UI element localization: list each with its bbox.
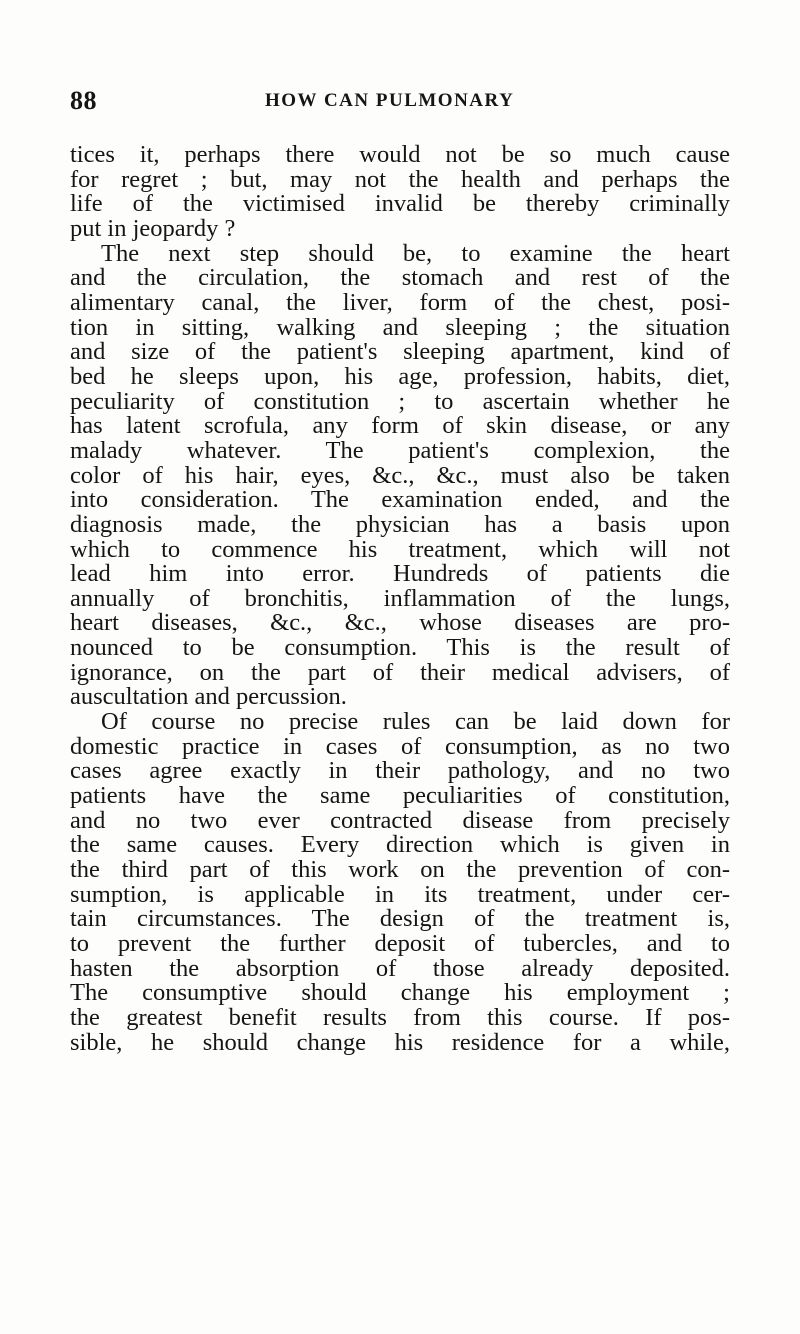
text-line: which to commence his treatment, which will not bbox=[70, 535, 730, 563]
text-line: the third part of this work on the prevention of con- bbox=[70, 856, 730, 884]
text-line: auscultation and percussion. bbox=[70, 683, 347, 711]
text-line: bed he sleeps upon, his age, profession, habits, diet, bbox=[70, 362, 730, 390]
text-line: life of the victimised invalid be thereby criminally bbox=[70, 190, 730, 218]
text-line: and no two ever contracted disease from precisely bbox=[70, 806, 730, 834]
text-line: diagnosis made, the physician has a basis upon bbox=[70, 510, 730, 538]
text-line: tion in sitting, walking and sleeping ; the situation bbox=[70, 313, 730, 341]
text-line: ignorance, on the part of their medical advisers, of bbox=[70, 658, 730, 686]
text-line: and the circulation, the stomach and rest of the bbox=[70, 264, 730, 292]
running-head bbox=[70, 86, 730, 114]
text-line: alimentary canal, the liver, form of the chest, posi- bbox=[70, 288, 730, 316]
text-line: patients have the same peculiarities of constitution, bbox=[70, 782, 730, 810]
text-line: nounced to be consumption. This is the result of bbox=[70, 634, 730, 662]
text-line: hasten the absorption of those already deposited. bbox=[70, 954, 730, 982]
body-text bbox=[70, 143, 730, 1055]
text-line: has latent scrofula, any form of skin disease, or any bbox=[70, 412, 730, 440]
text-line: malady whatever. The patient's complexion, the bbox=[70, 436, 730, 464]
text-line: domestic practice in cases of consumption, as no two bbox=[70, 732, 730, 760]
text-line: and size of the patient's sleeping apartment, kind of bbox=[70, 338, 730, 366]
text-line: heart diseases, &c., &c., whose diseases are pro- bbox=[70, 609, 730, 637]
text-line: peculiarity of constitution ; to ascertain whether he bbox=[70, 387, 730, 415]
running-head-title: HOW CAN PULMONARY bbox=[265, 90, 515, 111]
text-line: for regret ; but, may not the health and perhaps the bbox=[70, 165, 730, 193]
text-line: The next step should be, to examine the heart bbox=[101, 239, 730, 267]
text-line: tain circumstances. The design of the treatment is, bbox=[70, 905, 730, 933]
text-line: lead him into error. Hundreds of patients die bbox=[70, 560, 730, 588]
text-line: Of course no precise rules can be laid down for bbox=[101, 708, 730, 736]
text-line: into consideration. The examination ended, and the bbox=[70, 486, 730, 514]
text-line: sumption, is applicable in its treatment, under cer- bbox=[70, 880, 730, 908]
text-line: tices it, perhaps there would not be so much cause bbox=[70, 141, 730, 168]
text-line: color of his hair, eyes, &c., &c., must also be taken bbox=[70, 461, 730, 489]
text-line: the same causes. Every direction which is given in bbox=[70, 831, 730, 859]
text-line: sible, he should change his residence for a while, bbox=[70, 1028, 730, 1056]
text-line: The consumptive should change his employment ; bbox=[70, 979, 730, 1007]
text-line: cases agree exactly in their pathology, and no two bbox=[70, 757, 730, 785]
text-line: annually of bronchitis, inflammation of the lungs, bbox=[70, 584, 730, 612]
text-line: put in jeopardy ? bbox=[70, 214, 236, 242]
text-line: the greatest benefit results from this course. If pos- bbox=[70, 1003, 730, 1031]
text-line: to prevent the further deposit of tubercles, and to bbox=[70, 930, 730, 957]
page-number: 88 bbox=[70, 86, 97, 115]
